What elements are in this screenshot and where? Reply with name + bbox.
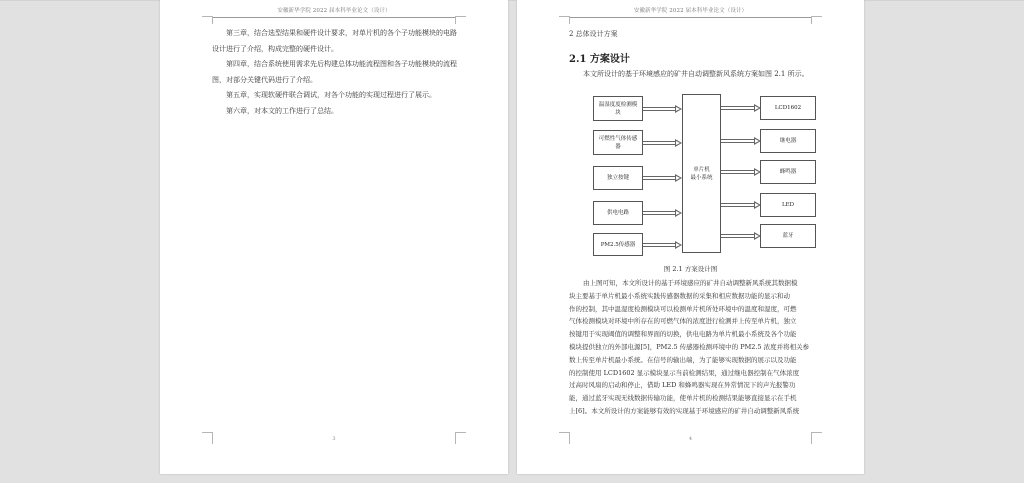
document-page-4[interactable]: [517, 0, 864, 474]
paragraph-line: 模块提供独立的外部电源[5]，PM2.5 传感器检测环境中的 PM2.5 浓度并将相关参: [569, 342, 810, 351]
page-body-text[interactable]: [212, 26, 456, 119]
output-box-bluetooth: [760, 224, 816, 248]
arrow-right-icon: [721, 234, 761, 238]
page-header-text: 安徽新华学院 2022 届本科毕业论文（设计）: [277, 8, 391, 14]
output-box-led: [760, 193, 816, 217]
box-label: 温湿度度检测模: [598, 101, 638, 108]
paragraph-line: 上[6]。本文所设计的方案能够有效的实现基于环境感应的矿井自动调整新风系统: [569, 406, 800, 415]
box-label: LCD1602: [774, 105, 802, 111]
section-title: 2.1 方案设计: [569, 54, 630, 65]
arrow-right-icon: [643, 141, 682, 145]
page-body-text[interactable]: [569, 277, 812, 418]
mcu-center-box: [682, 94, 721, 253]
box-label: PM2.5传感器: [600, 241, 636, 248]
input-box-temp-humidity: [593, 96, 643, 121]
output-box-buzzer: [760, 160, 816, 184]
output-box-relay: [760, 129, 816, 153]
arrow-right-icon: [643, 107, 682, 111]
paragraph-line: 设计进行了介绍，构成完整的硬件设计。: [212, 44, 338, 53]
box-label: LED: [781, 202, 795, 208]
paragraph-line: 按键用于实现阈值的调整和界面的切换，供电电路为单片机最小系统及各个功能: [569, 330, 797, 339]
header-rule: [212, 17, 456, 18]
page-number: 3: [332, 436, 336, 442]
arrow-right-icon: [721, 139, 761, 143]
input-box-pm25: [593, 233, 643, 256]
page-number: 4: [688, 436, 693, 442]
paragraph-line: 能，通过蓝牙实现无线数据传输功能，使单片机的检测结果能够直接显示在手机: [569, 394, 797, 403]
intro-paragraph: 本文所设计的基于环境感应的矿井自动调整新风系统方案如图 2.1 所示。: [583, 70, 809, 78]
arrow-right-icon: [643, 176, 682, 180]
paragraph-line: 图，对部分关键代码进行了介绍。: [212, 75, 317, 84]
paragraph-line: 作的控制，其中温湿度检测模块可以检测单片机所处环境中的温度和湿度，可燃: [569, 304, 797, 313]
output-box-lcd1602: [760, 96, 816, 120]
crop-mark-top-left: [202, 16, 213, 24]
paragraph-line: 气体检测模块对环境中所存在的可燃气体的浓度进行检测并上传至单片机，独立: [569, 317, 797, 326]
arrow-right-icon: [721, 203, 761, 207]
system-block-diagram[interactable]: [517, 0, 864, 300]
paragraph-line: 数上传至单片机最小系统。在信号的输出端，为了能够实现数据的展示以及功能: [569, 355, 797, 364]
box-label: 独立按键: [606, 175, 629, 181]
arrow-right-icon: [721, 106, 761, 110]
box-label: 继电器: [779, 138, 797, 144]
page-header-text: 安徽新华学院 2022 届本科毕业论文（设计）: [633, 8, 748, 14]
figure-caption: 图 2.1 方案设计图: [663, 265, 718, 273]
paragraph-line: 由上图可知，本文所设计的基于环境感应的矿井自动调整新风系统其数据模: [583, 279, 798, 287]
paragraph-line: 块主要基于单片机最小系统实践传感器数据的采集和相应数据功能的显示和动: [569, 291, 790, 300]
box-label: 单片机: [693, 166, 710, 173]
paragraph-line: 过高时风扇的启动和停止，借助 LED 和蜂鸣器实现在异常情况下的声光报警功: [569, 381, 796, 390]
box-label: 最小系统: [690, 174, 713, 181]
box-label: 器: [615, 143, 621, 150]
box-label: 蓝牙: [782, 233, 794, 239]
paragraph-line: 第四章，结合系统使用需求先后构建总体功能流程图和各子功能模块的流程: [226, 60, 457, 68]
previous-page-edge: [0, 0, 1024, 1]
arrow-right-icon: [643, 243, 682, 247]
input-box-gas-sensor: [593, 130, 643, 155]
arrow-right-icon: [643, 211, 682, 215]
paragraph-line: 第三章，结合选型结果和硬件设计要求，对单片机的各个子功能模块的电路: [226, 29, 457, 37]
chapter-heading: 2 总体设计方案: [569, 30, 618, 38]
input-box-power: [593, 201, 643, 225]
crop-mark-top-right: [455, 16, 466, 24]
paragraph-line: 的控制使用 LCD1602 显示模块显示当前检测结果，通过继电器控制在气体浓度: [569, 368, 800, 377]
box-label: 供电电路: [606, 210, 629, 216]
paragraph-line: 第五章，实现软硬件联合调试，对各个功能的实现过程进行了展示。: [226, 91, 436, 99]
box-label: 可燃性气体传感: [598, 135, 638, 142]
box-label: 蜂鸣器: [779, 169, 797, 175]
arrow-right-icon: [721, 170, 761, 174]
box-label: 块: [615, 109, 621, 116]
paragraph-line: 第六章，对本文的工作进行了总结。: [226, 106, 338, 115]
document-page-3[interactable]: [160, 0, 508, 474]
input-box-keys: [593, 166, 643, 190]
